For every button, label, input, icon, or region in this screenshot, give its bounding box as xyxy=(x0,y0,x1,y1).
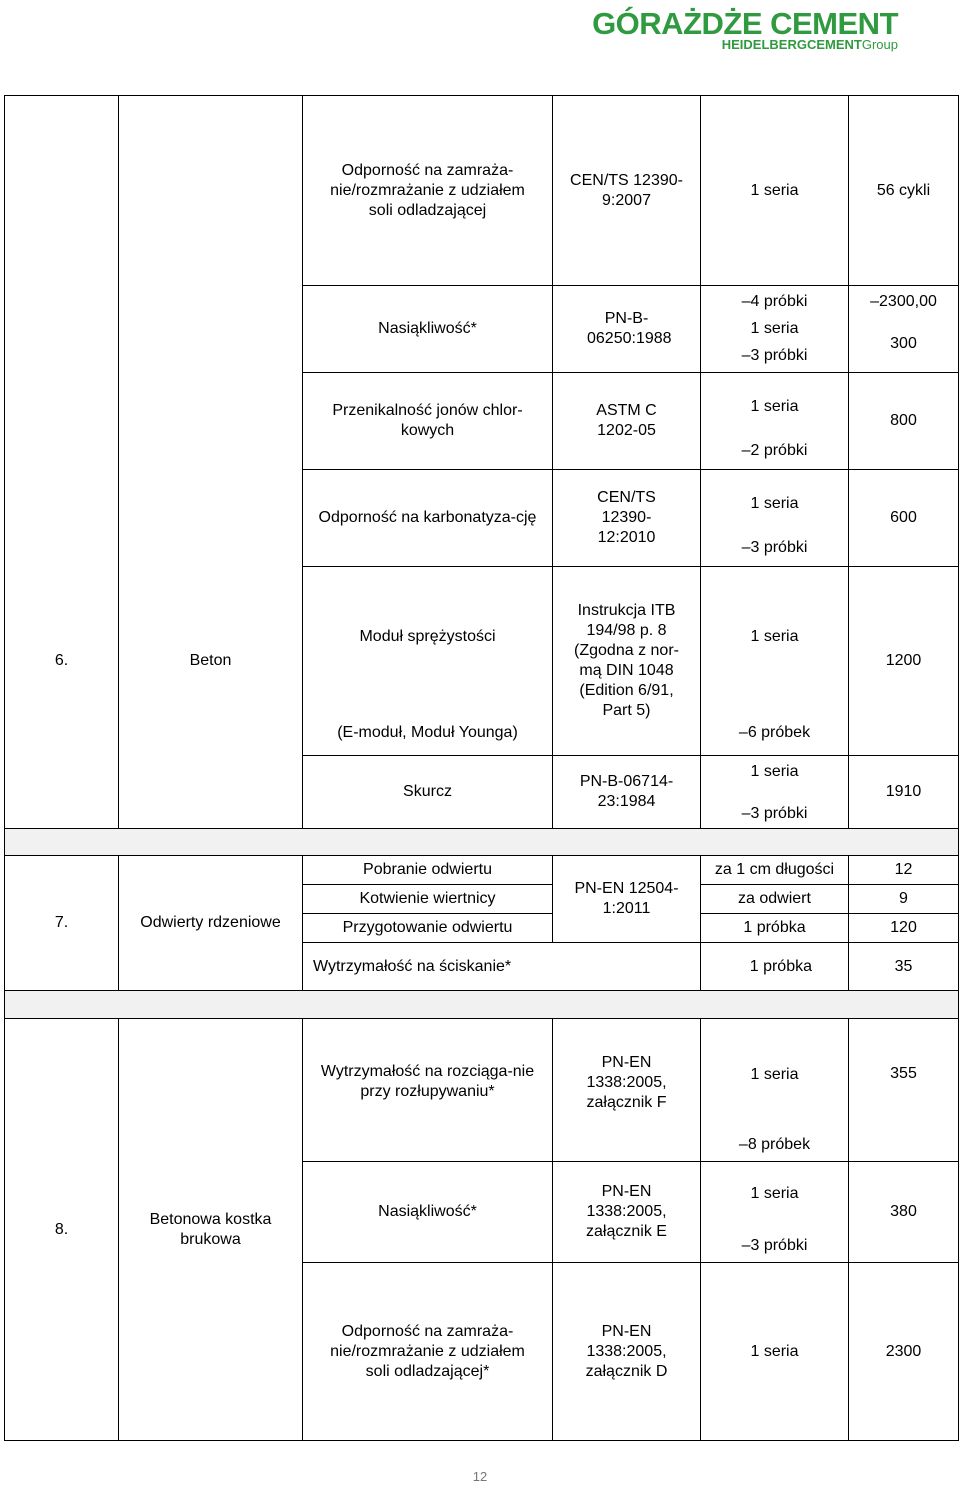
group-name: Betonowa kostka brukowa xyxy=(149,1210,272,1248)
standard-text: PN-EN 1338:2005, załącznik E xyxy=(586,1183,667,1240)
property-text: Pobranie odwiertu xyxy=(363,861,492,878)
price-cell xyxy=(849,856,959,885)
standard-cell xyxy=(553,567,701,756)
price-text: 800 xyxy=(890,412,917,429)
price-cell xyxy=(849,286,959,373)
group-name: Odwierty rdzeniowe xyxy=(140,914,281,931)
quantity-text: – 3 próbki xyxy=(701,538,848,558)
price-cell xyxy=(849,373,959,470)
quantity-text: 1 seria xyxy=(750,495,799,512)
property-text: Moduł sprężystości xyxy=(359,628,496,645)
price-text: 300 xyxy=(890,335,917,352)
property-text: Wytrzymałość na rozciąga-nie przy rozłupywaniu* xyxy=(320,1063,535,1100)
property-text: Przenikalność jonów chlor-kowych xyxy=(332,402,523,439)
price-cell xyxy=(849,1263,959,1441)
price-text: 1200 xyxy=(885,652,922,669)
table-row xyxy=(5,1019,959,1162)
standard-cell xyxy=(553,1162,701,1263)
row-number: 6. xyxy=(54,652,69,669)
quantity-cell xyxy=(701,1019,849,1162)
standard-text: PN-B-06250:1988 xyxy=(587,310,672,347)
gap-cell xyxy=(5,991,959,1019)
table-gap xyxy=(5,829,959,856)
standard-cell xyxy=(553,470,701,567)
group-cell xyxy=(119,1019,303,1441)
price-text: 35 xyxy=(894,957,913,975)
property-cell xyxy=(303,885,553,914)
group-cell xyxy=(119,856,303,991)
standard-cell xyxy=(553,286,701,373)
unit-text: za odwiert xyxy=(738,890,811,907)
standard-text: ASTM C 1202-05 xyxy=(596,402,657,439)
gap-cell xyxy=(5,829,959,856)
property-cell xyxy=(303,1162,553,1263)
table-row xyxy=(5,96,959,286)
standard-cell xyxy=(553,1263,701,1441)
price-text: 380 xyxy=(890,1203,917,1220)
property-cell xyxy=(303,373,553,470)
quantity-cell xyxy=(701,567,849,756)
standard-text: PN-B-06714-23:1984 xyxy=(579,773,674,810)
standard-cell xyxy=(553,856,701,943)
group-name: HEIDELBERGCEMENT xyxy=(721,37,862,52)
standard-text: PN-EN 1338:2005, załącznik F xyxy=(586,1054,667,1111)
quantity-text: – 3 próbki xyxy=(701,1236,848,1256)
property-cell xyxy=(303,567,553,756)
quantity-cell xyxy=(701,96,849,286)
quantity-text: – 2 próbki xyxy=(701,441,848,461)
property-text: Odporność na karbonatyza-cję xyxy=(318,509,537,526)
price-cell xyxy=(849,914,959,943)
unit-cell xyxy=(701,914,849,943)
property-cell xyxy=(303,856,553,885)
property-cell xyxy=(303,286,553,373)
quantity-text: 1 seria xyxy=(750,398,799,415)
row-number-cell xyxy=(5,856,119,991)
row-number: 8. xyxy=(54,1220,69,1238)
price-cell xyxy=(849,96,959,286)
standard-text: PN-EN 12504-1:2011 xyxy=(574,880,679,917)
unit-text: 1 próbka xyxy=(743,919,806,936)
quantity-text: 1 seria xyxy=(750,181,799,199)
group-cell xyxy=(119,96,303,829)
property-cell xyxy=(303,1019,553,1162)
price-text: – 2300,00 xyxy=(849,292,958,312)
standard-text: CEN/TS 12390-9:2007 xyxy=(570,171,683,209)
property-text: Przygotowanie odwiertu xyxy=(342,919,513,936)
standard-text: PN-EN 1338:2005, załącznik D xyxy=(585,1322,668,1380)
standard-cell xyxy=(553,1019,701,1162)
quantity-cell xyxy=(701,1263,849,1441)
price-text: 600 xyxy=(890,509,917,526)
row-number: 7. xyxy=(54,914,69,931)
group-logo xyxy=(722,37,898,52)
property-cell xyxy=(303,943,701,991)
price-text: 2300 xyxy=(885,1342,922,1360)
price-text: 56 cykli xyxy=(876,181,931,199)
quantity-text: 1 seria xyxy=(750,320,799,337)
table-row xyxy=(5,856,959,885)
unit-text: za 1 cm długości xyxy=(714,861,835,878)
row-number-cell xyxy=(5,1019,119,1441)
quantity-text: – 6 próbek xyxy=(701,723,848,743)
price-text: 355 xyxy=(890,1065,917,1082)
property-cell xyxy=(303,1263,553,1441)
price-text: 120 xyxy=(890,919,917,936)
quantity-text: – 3 próbki xyxy=(701,804,848,824)
quantity-cell xyxy=(701,373,849,470)
page-number: 12 xyxy=(472,1469,488,1484)
price-cell xyxy=(849,943,959,991)
property-text: Odporność na zamraża-nie/rozmrażanie z udziałem soli odladzającej* xyxy=(330,1322,525,1380)
price-cell xyxy=(849,470,959,567)
price-text: 9 xyxy=(899,890,908,907)
price-cell xyxy=(849,885,959,914)
price-cell xyxy=(849,567,959,756)
quantity-text: 1 seria xyxy=(750,628,799,645)
property-text: Kotwienie wiertnicy xyxy=(359,890,496,907)
standard-cell xyxy=(553,756,701,829)
quantity-cell xyxy=(701,756,849,829)
quantity-cell xyxy=(701,470,849,567)
unit-text: 1 próbka xyxy=(749,957,812,975)
quantity-text: 1 seria xyxy=(750,1342,799,1360)
price-table xyxy=(4,95,959,1441)
group-suffix: Group xyxy=(861,37,898,52)
standard-cell xyxy=(553,96,701,286)
company-logo: GÓRAŻDŻE CEMENT xyxy=(592,6,898,41)
unit-cell xyxy=(701,856,849,885)
price-text: 12 xyxy=(894,861,913,878)
quantity-text: 1 seria xyxy=(750,1066,799,1083)
property-cell xyxy=(303,914,553,943)
property-text: (E-moduł, Moduł Younga) xyxy=(337,724,518,741)
standard-cell xyxy=(553,373,701,470)
property-text: Wytrzymałość na ściskanie* xyxy=(313,957,512,975)
standard-text: CEN/TS 12390-12:2010 xyxy=(597,489,656,546)
quantity-cell xyxy=(701,286,849,373)
property-text: Odporność na zamraża-nie/rozmrażanie z udziałem soli odladzającej xyxy=(330,161,525,219)
quantity-cell xyxy=(701,1162,849,1263)
quantity-text: 1 seria xyxy=(750,763,799,780)
row-number-cell xyxy=(5,96,119,829)
table-gap xyxy=(5,991,959,1019)
property-cell xyxy=(303,96,553,286)
quantity-text: – 4 próbki xyxy=(701,292,848,312)
quantity-text: 1 seria xyxy=(750,1185,799,1202)
price-cell xyxy=(849,1162,959,1263)
unit-cell xyxy=(701,885,849,914)
quantity-text: – 8 próbek xyxy=(701,1135,848,1155)
property-text: Nasiąkliwość* xyxy=(378,320,477,337)
property-cell xyxy=(303,756,553,829)
property-text: Skurcz xyxy=(403,783,452,800)
group-name: Beton xyxy=(189,652,232,669)
price-cell xyxy=(849,1019,959,1162)
standard-text: Instrukcja ITB 194/98 p. 8 (Zgodna z nor-mą DIN 1048 (Edition 6/91, Part 5) xyxy=(574,602,679,719)
property-text: Nasiąkliwość* xyxy=(378,1203,477,1220)
price-text: 1910 xyxy=(885,783,922,800)
price-cell xyxy=(849,756,959,829)
quantity-text: – 3 próbki xyxy=(701,346,848,366)
unit-cell xyxy=(701,943,849,991)
property-cell xyxy=(303,470,553,567)
